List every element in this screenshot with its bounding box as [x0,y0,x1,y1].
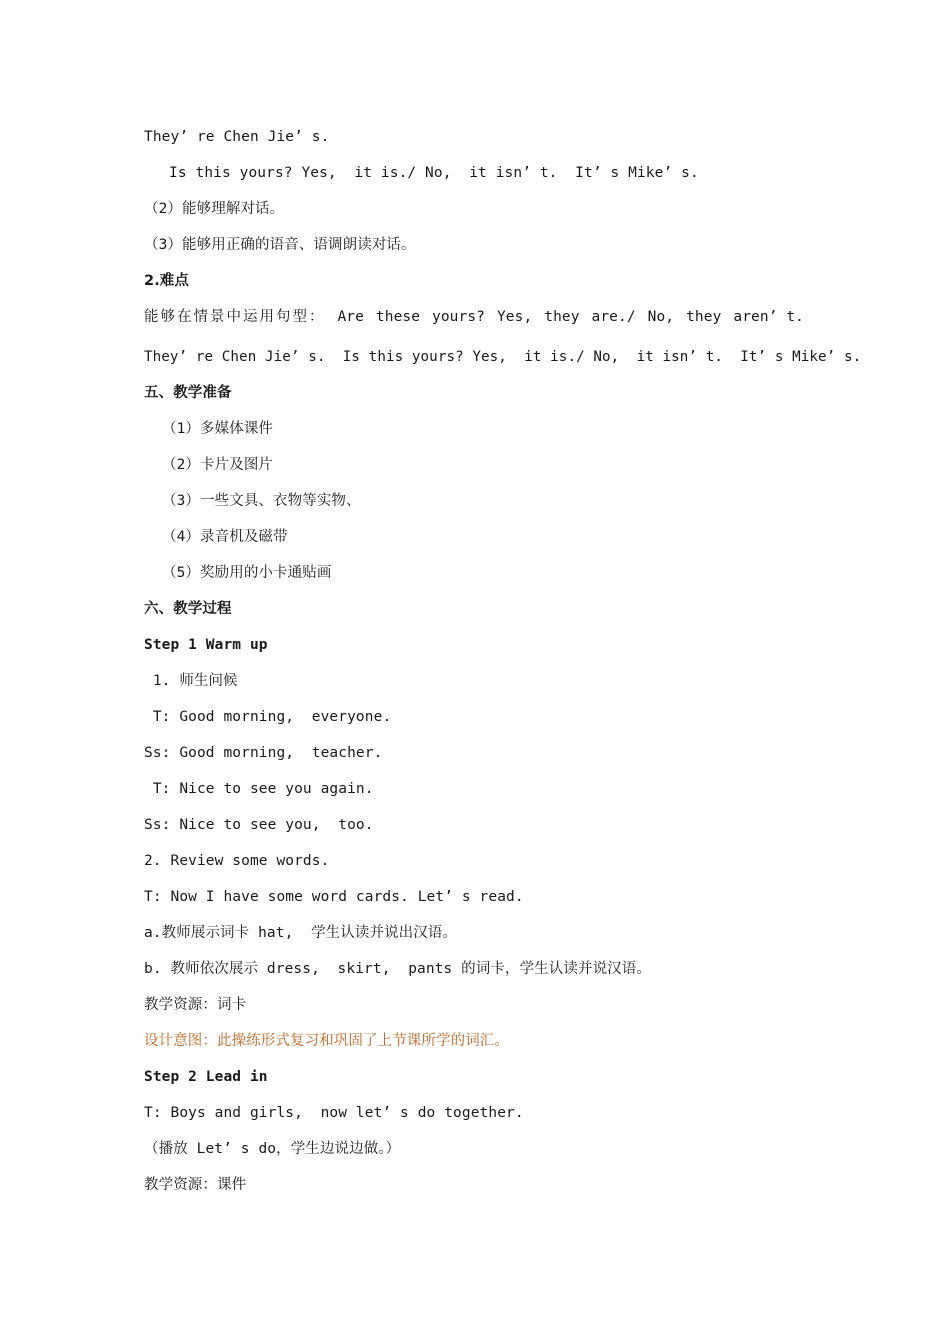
text-fragment: 能够在情景中运用句型： [144,309,326,325]
text-line: Is this yours? Yes, it is./ No, it isn’ t. It’ s Mike’ s. [169,165,699,181]
text-line: 教学资源：课件 [144,1177,247,1193]
text-fragment: they [686,309,722,325]
text-line: a.教师展示词卡 hat, 学生认读并说出汉语。 [144,925,458,941]
text-line: T: Now I have some word cards. Let’ s read. [144,889,524,905]
text-fragment: No, [647,309,675,325]
text-line: T: Good morning, everyone. [144,709,392,725]
section-heading-preparation: 五、教学准备 [144,385,232,401]
list-item: （2）卡片及图片 [162,457,274,473]
list-item: （3）一些文具、衣物等实物、 [162,493,361,509]
list-item: （5）奖励用的小卡通贴画 [162,565,332,581]
text-fragment: Yes, [496,309,533,325]
text-line: T: Nice to see you again. [144,781,374,797]
text-line: 1. 师生问候 [144,673,238,689]
text-line: （2）能够理解对话。 [144,201,285,217]
design-intent-note: 设计意图：此操练形式复习和巩固了上节课所学的词汇。 [144,1033,509,1049]
list-item: （1）多媒体课件 [162,421,274,437]
section-heading-difficulty: 2.难点 [144,273,189,289]
text-fragment: these [375,309,421,325]
text-fragment: Are [337,309,364,325]
text-line-justified [144,307,804,327]
text-fragment: they [544,309,580,325]
text-line: 教学资源：词卡 [144,997,247,1013]
text-line: They’ re Chen Jie’ s. Is this yours? Yes, it is./ No, it isn’ t. It’ s Mike’ s. [144,349,862,365]
text-line: （播放 Let’ s do，学生边说边做。） [144,1141,401,1157]
text-line: Ss: Nice to see you, too. [144,817,374,833]
text-line: They’ re Chen Jie’ s. [144,129,330,145]
text-fragment: yours? [432,309,485,325]
text-fragment: are./ [591,309,636,325]
text-line: （3）能够用正确的语音、语调朗读对话。 [144,237,416,253]
text-line: b. 教师依次展示 dress, skirt, pants 的词卡，学生认读并说汉语。 [144,961,651,977]
text-line: T: Boys and girls, now let’ s do together. [144,1105,524,1121]
text-line: 2. Review some words. [144,853,330,869]
list-item: （4）录音机及磁带 [162,529,288,545]
text-line: Ss: Good morning, teacher. [144,745,383,761]
step-heading: Step 2 Lead in [144,1069,268,1085]
step-heading: Step 1 Warm up [144,637,268,653]
section-heading-process: 六、教学过程 [144,601,232,617]
text-fragment: aren’ t. [733,309,804,325]
